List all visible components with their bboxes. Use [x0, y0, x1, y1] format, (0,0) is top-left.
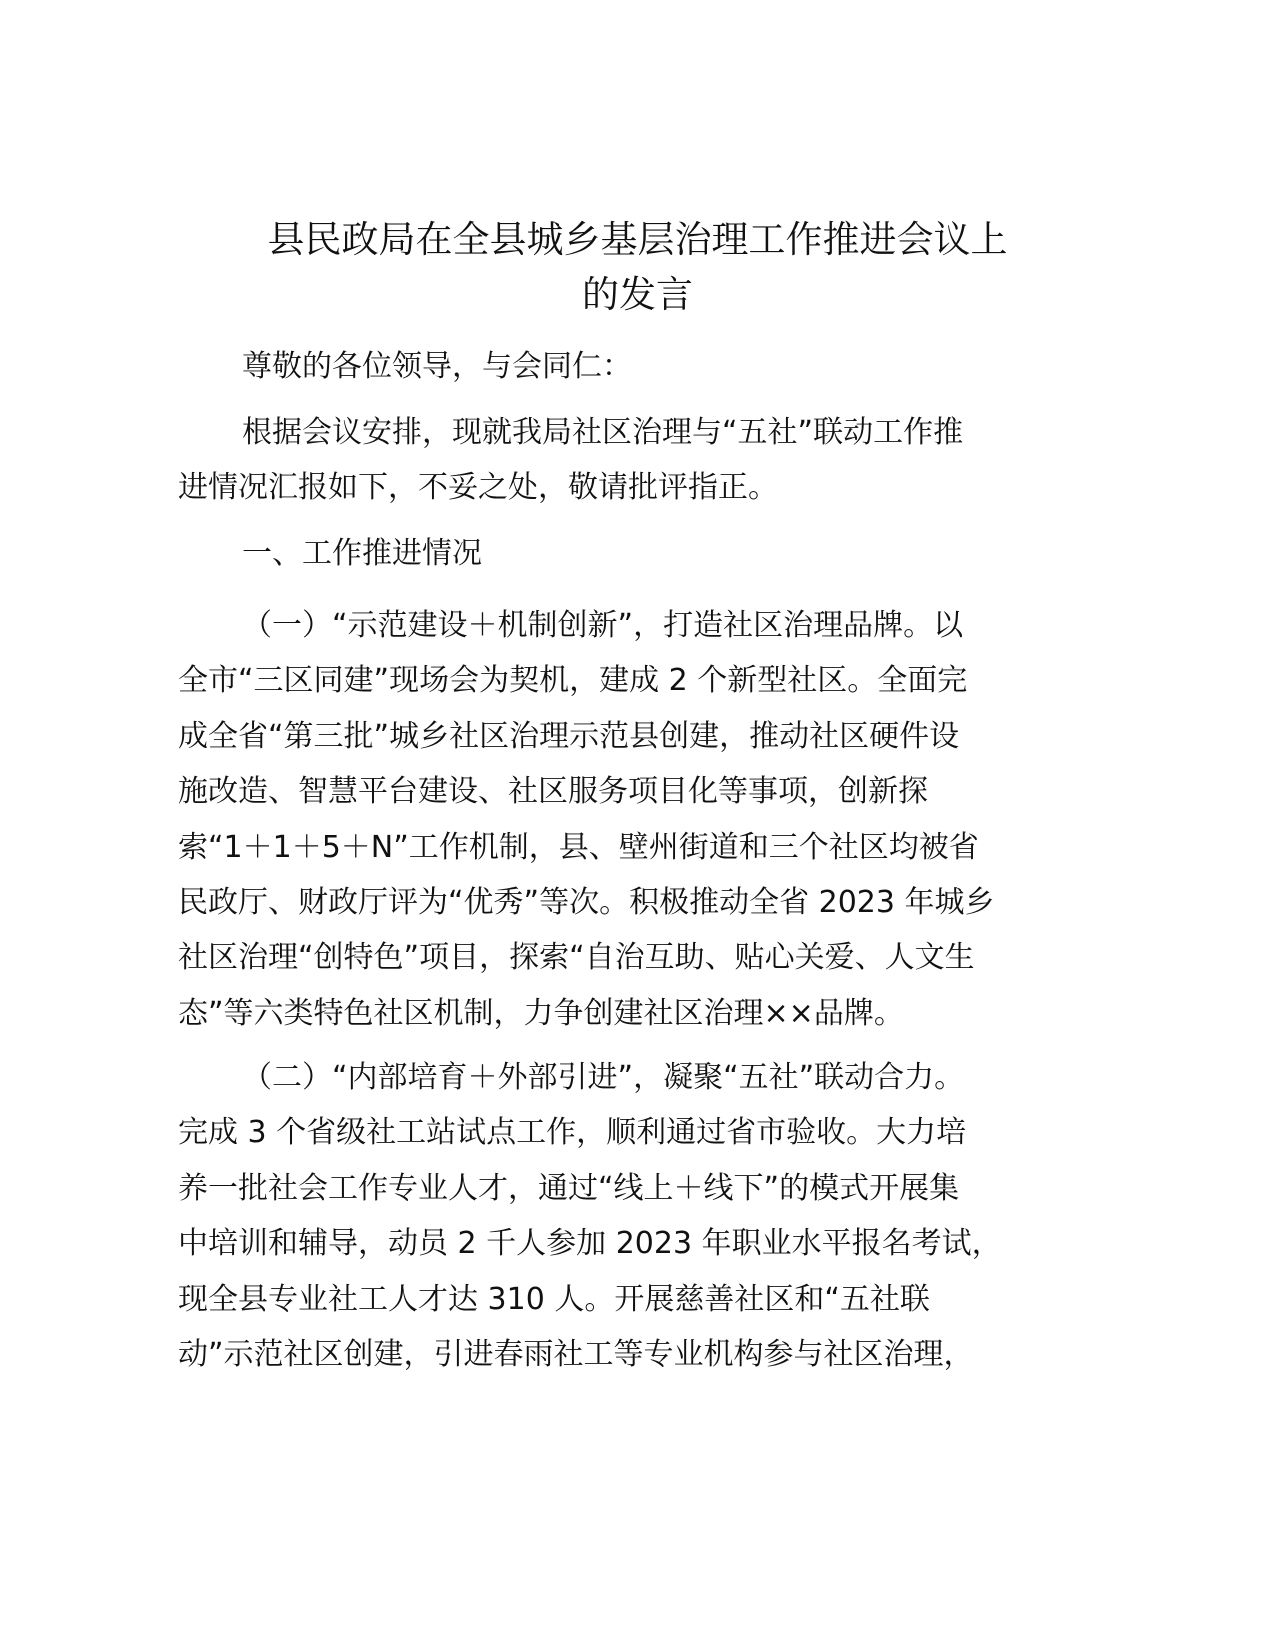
salutation	[178, 339, 1048, 394]
text-line: 养一批社会工作专业人才，通过“线上＋线下”的模式开展集	[178, 1170, 960, 1206]
text-line: 全市“三区同建”现场会为契机，建成 2 个新型社区。全面完	[178, 663, 968, 699]
text-line: 民政厅、财政厅评为“优秀”等次。积极推动全省 2023 年城乡	[178, 885, 995, 921]
text-line: （二）“内部培育＋外部引进”，凝聚“五社”联动合力。	[242, 1060, 965, 1095]
text-line: 施改造、智慧平台建设、社区服务项目化等事项，创新探	[178, 774, 928, 810]
text-line: 尊敬的各位领导，与会同仁：	[242, 349, 632, 384]
title-line: 县民政局在全县城乡基层治理工作推进会议上	[267, 218, 1008, 261]
text-line: 完成 3 个省级社工站试点工作，顺利通过省市验收。大力培	[178, 1115, 967, 1151]
text-line: 动”示范社区创建，引进春雨社工等专业机构参与社区治理，	[178, 1337, 974, 1373]
text-line: 根据会议安排，现就我局社区治理与“五社”联动工作推	[242, 415, 964, 450]
text-line: 中培训和辅导，动员 2 千人参加 2023 年职业水平报名考试，	[178, 1226, 1002, 1262]
title-line: 的发言	[582, 273, 693, 316]
text-line: 成全省“第三批”城乡社区治理示范县创建，推动社区硬件设	[178, 718, 960, 754]
intro-paragraph	[178, 405, 1048, 516]
document-title	[0, 212, 1275, 322]
text-line: 索“1＋1＋5＋N”工作机制，县、壁州街道和三个社区均被省	[178, 829, 979, 865]
text-line: 进情况汇报如下，不妥之处，敬请批评指正。	[178, 470, 778, 506]
text-line: （一）“示范建设＋机制创新”，打造社区治理品牌。以	[242, 608, 964, 643]
subsection-1-paragraph	[178, 598, 1048, 1041]
subsection-2-paragraph	[178, 1050, 1048, 1382]
text-line: 一、工作推进情况	[242, 536, 482, 571]
text-line: 现全县专业社工人才达 310 人。开展慈善社区和“五社联	[178, 1281, 930, 1317]
text-line: 态”等六类特色社区机制，力争创建社区治理××品牌。	[178, 995, 904, 1031]
text-line: 社区治理“创特色”项目，探索“自治互助、贴心关爱、人文生	[178, 940, 975, 976]
section-heading	[178, 526, 1048, 581]
